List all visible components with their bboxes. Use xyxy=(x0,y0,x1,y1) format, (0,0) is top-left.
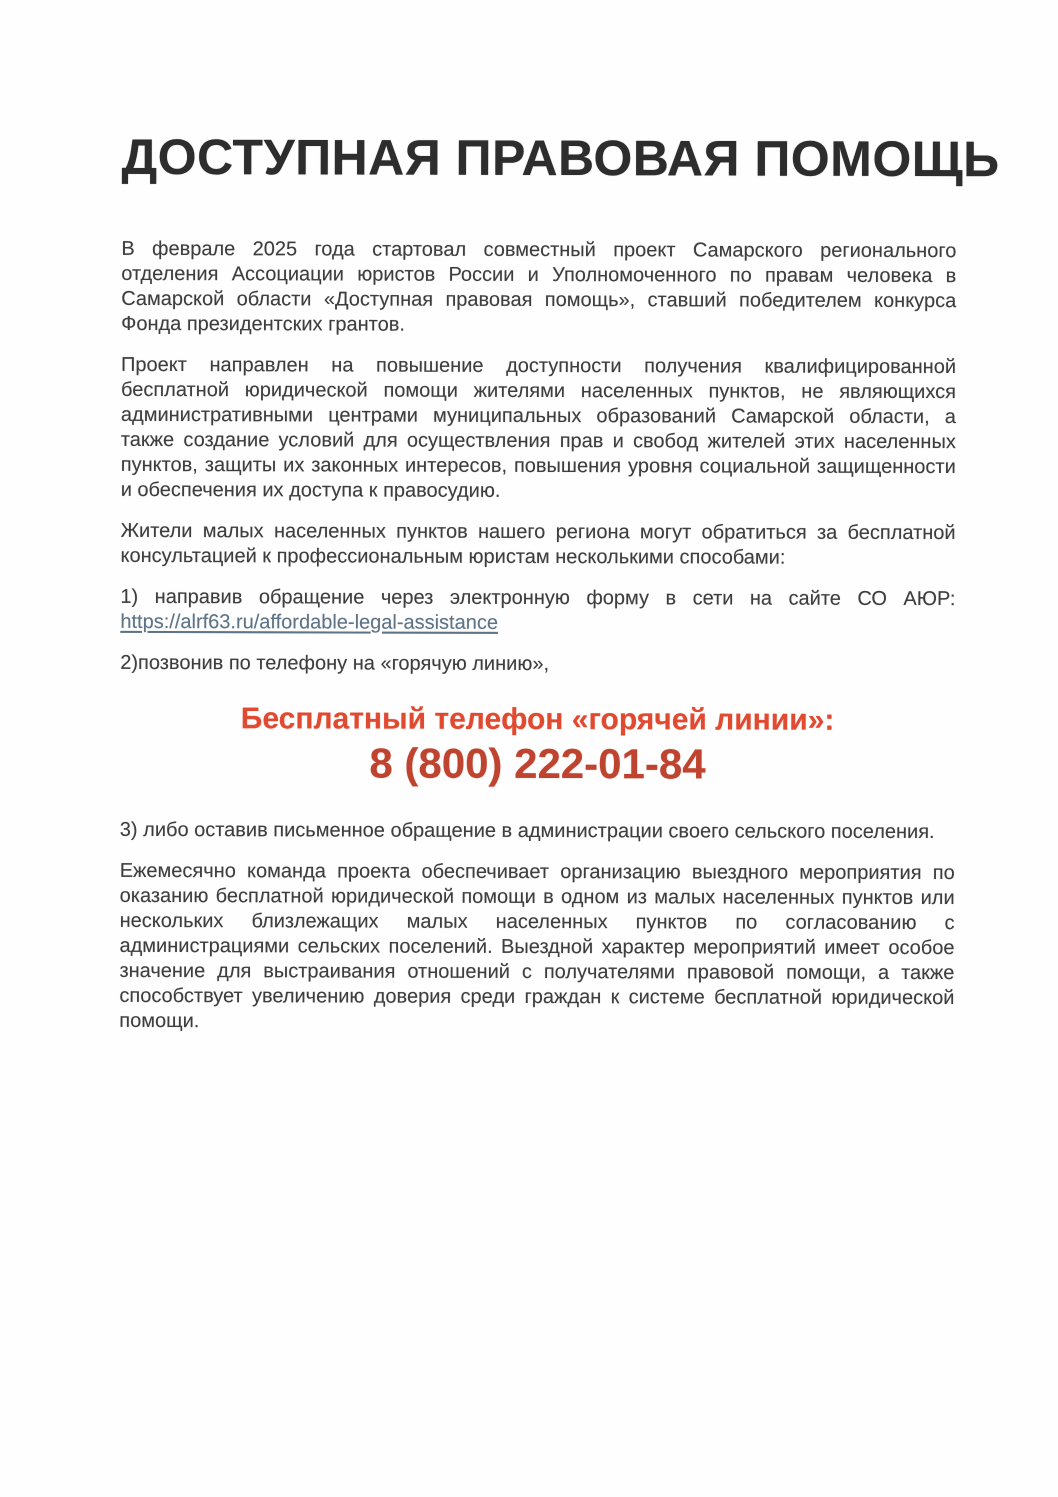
method-1-text: 1) направив обращение через электронную форму в сети на сайте СО АЮР: xyxy=(120,585,956,611)
method-3-item: 3) либо оставив письменное обращение в администрации своего сельского поселения. xyxy=(119,818,935,844)
method-1-item xyxy=(120,585,955,637)
hotline-phone-number: 8 (800) 222-01-84 xyxy=(369,739,706,788)
method-1-link[interactable]: https://alrf63.ru/affordable-legal-assistance xyxy=(120,610,499,634)
outreach-paragraph: Ежемесячно команда проекта обеспечивает организацию выездного мероприятия по оказанию бесплатной юридической помощи в одном из малых населенных пунктов или нескольких близлежащих малых населенных пунктов по согласованию с администрациями сельских поселений. Выездной характер мероприятий имеет особое значение для выстраивания отношений с получателями правовой помощи, а также способствует увеличению доверия среди граждан к системе бесплатной юридической помощи. xyxy=(119,859,955,1033)
document-title: ДОСТУПНАЯ ПРАВОВАЯ ПОМОЩЬ xyxy=(121,128,1000,188)
hotline-label: Бесплатный телефон «горячей линии»: xyxy=(240,702,835,737)
goals-paragraph: Проект направлен на повышение доступности получения квалифицированной бесплатной юридической помощи жителями населенных пунктов, не являющихся административными центрами муниципальных образований Самарской области, а также создание условий для осуществления прав и свобод жителей этих населенных пунктов, защиты их законных интересов, повышения уровня социальной защищенности и обеспечения их доступа к правосудию. xyxy=(120,353,957,502)
hotline-block xyxy=(120,700,955,790)
intro-paragraph: В феврале 2025 года стартовал совместный проект Самарского регионального отделения Ассоциации юристов России и Уполномоченного по правам человека в Самарской области «Доступная правовая помощь», ставший победителем конкурса Фонда президентских грантов. xyxy=(121,237,957,336)
document-content xyxy=(119,0,1000,1052)
ways-intro-paragraph: Жители малых населенных пунктов нашего региона могут обратиться за бесплатной консультацией к профессиональным юристам несколькими способами: xyxy=(120,519,956,569)
method-2-item: 2)позвонив по телефону на «горячую линию», xyxy=(120,651,550,676)
